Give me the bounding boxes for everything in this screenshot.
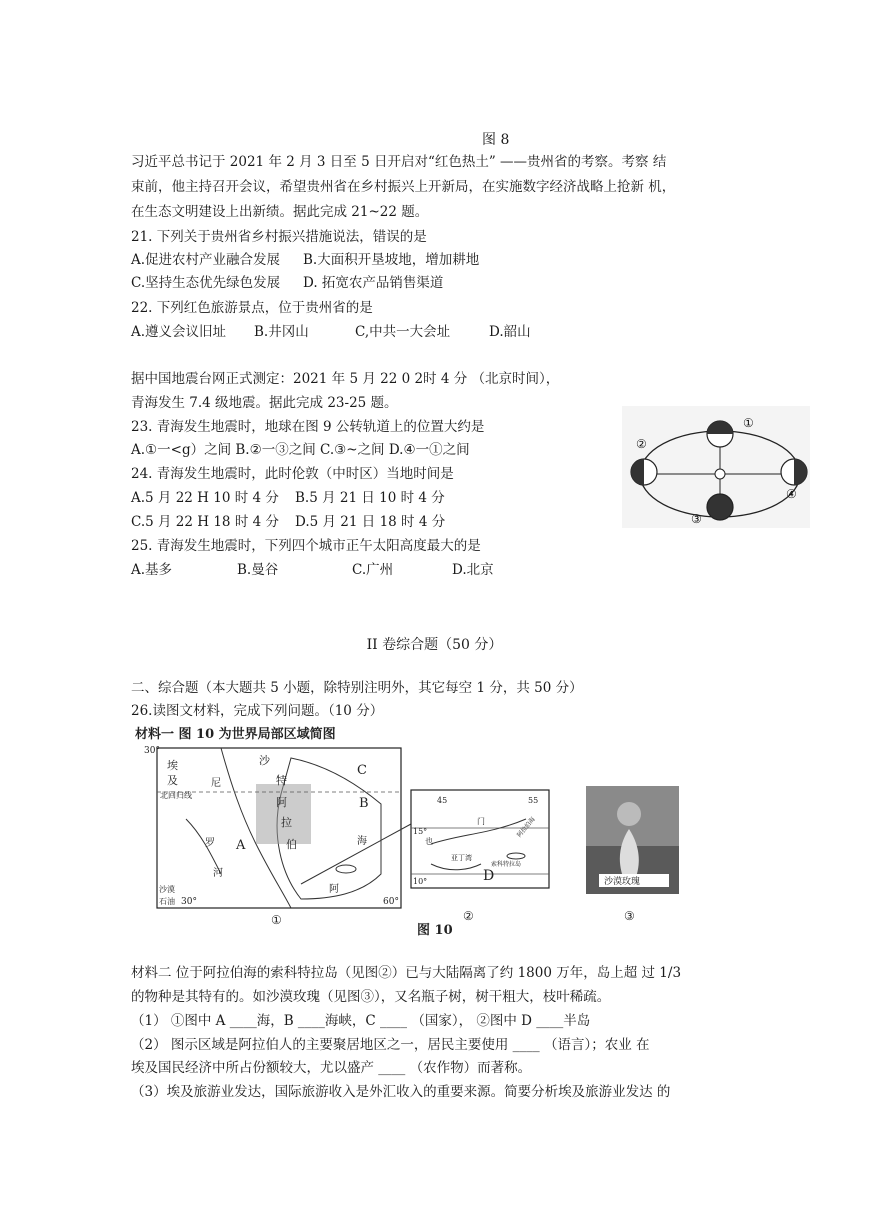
map1-legend-desert: 沙漠: [159, 885, 175, 894]
q21-option-d: D. 拓宽农产品销售渠道: [303, 275, 444, 291]
sub-question-1: （1） ①图中 A ____海，B ____海峡，C ____ （国家）， ②图中 D ____半岛: [131, 1013, 591, 1029]
earth-orbit-diagram: [622, 406, 810, 528]
map1-tropic-label: 北回归线: [160, 791, 192, 800]
q25-option-a: A.基多: [131, 562, 173, 578]
figure-8-caption: 图 8: [482, 132, 510, 148]
map1-label-c: C: [357, 763, 367, 778]
map1-hai: 海: [357, 836, 367, 847]
map2-socotra: 索科特拉岛: [491, 861, 522, 868]
map2-number: ②: [463, 909, 474, 923]
map1-number: ①: [271, 913, 282, 927]
map1-lat30-bottom: 30°: [181, 897, 197, 907]
orbit-label-1: ①: [743, 416, 754, 430]
q21-option-c: C.坚持生态优先绿色发展: [131, 275, 281, 291]
map1-he: 河: [213, 868, 223, 879]
map1-label-a: A: [236, 838, 246, 853]
map2-lon45: 45: [437, 796, 448, 805]
map1-lat30-top: 30°: [144, 746, 160, 756]
map1-a: 阿: [276, 796, 287, 809]
sub-question-2-line-1: （2） 图示区域是阿拉伯人的主要聚居地区之一，居民主要使用 ____ （语言）；农业 在: [131, 1037, 650, 1053]
photo-number: ③: [624, 909, 635, 923]
orbit-label-2: ②: [636, 437, 647, 451]
map1-label-b: B: [359, 796, 369, 811]
photo-label: 沙漠玫瑰: [604, 877, 641, 887]
map2-aden-gulf: 亚丁湾: [451, 854, 472, 862]
q23-options: A.①一<g）之间 B.②一③之间 C.③~之间 D.④一①之间: [131, 442, 470, 458]
orbit-label-3: ③: [691, 512, 702, 526]
sub-question-3: （3）埃及旅游业发达，国际旅游收入是外汇收入的重要来源。简要分析埃及旅游业发达 的: [131, 1084, 671, 1100]
map1-la: 拉: [281, 816, 292, 829]
intro2-line-1: 据中国地震台网正式测定：2021 年 5 月 22 0 2时 4 分 （北京时间），: [131, 371, 560, 387]
map2-label-d: D: [483, 868, 495, 884]
figure-10-map: [131, 724, 701, 939]
map1-sha: 沙: [259, 754, 270, 767]
q24-option-c: C.5 月 22 H 18 时 4 分: [131, 514, 279, 530]
q26-heading: 26.读图文材料，完成下列问题。（10 分）: [131, 703, 384, 719]
earth-icon-top: [707, 421, 733, 447]
q21-stem: 21. 下列关于贵州省乡村振兴措施说法，错误的是: [131, 229, 427, 245]
intro-line-3: 在生态文明建设上出新绩。据此完成 21~22 题。: [131, 204, 429, 220]
q25-option-d: D.北京: [452, 562, 494, 578]
material2-line-2: 的物种是其特有的。如沙漠玫瑰（见图③），又名瓶子树，树干粗大，枝叶稀疏。: [131, 989, 611, 1005]
map2-lon55: 55: [528, 796, 539, 805]
map2-ye: 也: [425, 837, 433, 846]
section-2-title: II 卷综合题（50 分）: [366, 637, 503, 653]
map2-men: 门: [477, 817, 485, 826]
map1-egypt-1: 埃: [167, 759, 178, 772]
earth-icon-right: [781, 459, 807, 485]
q22-stem: 22. 下列红色旅游景点，位于贵州省的是: [131, 300, 373, 316]
map1-egypt-2: 及: [167, 774, 178, 787]
q23-stem: 23. 青海发生地震时，地球在图 9 公转轨道上的位置大约是: [131, 419, 485, 435]
map1-lon60: 60°: [383, 897, 399, 907]
q24-option-a: A.5 月 22 H 10 时 4 分: [131, 490, 279, 506]
q25-option-b: B.曼谷: [237, 562, 279, 578]
earth-icon-left: [631, 459, 657, 485]
q21-option-a: A.促进农村产业融合发展: [131, 252, 281, 268]
map2-arabian-sea: 阿拉伯海: [515, 815, 537, 839]
part2-heading: 二、综合题（本大题共 5 小题，除特别注明外，其它每空 1 分，共 50 分）: [131, 680, 583, 696]
map1-legend-oil: 石油: [159, 897, 175, 906]
map2-lat15: 15°: [413, 827, 428, 836]
q21-option-b: B.大面积开垦坡地，增加耕地: [303, 252, 480, 268]
map1-bo: 伯: [286, 838, 297, 851]
q25-stem: 25. 青海发生地震时，下列四个城市正午太阳高度最大的是: [131, 538, 481, 554]
intro2-line-2: 青海发生 7.4 级地震。据此完成 23-25 题。: [131, 395, 398, 411]
map1-ni: 尼: [211, 778, 221, 789]
q22-option-b: B.井冈山: [254, 324, 309, 340]
q24-option-d: D.5 月 21 日 18 时 4 分: [295, 514, 446, 530]
earth-icon-bottom: [707, 494, 733, 520]
q22-option-c: C,中共一大会址: [355, 324, 451, 340]
orbit-label-4: ④: [786, 487, 797, 501]
map1-a2: 阿: [329, 884, 339, 895]
sub-question-2-line-2: 埃及国民经济中所占份额较大，尤以盛产 ____ （农作物）而著称。: [131, 1060, 532, 1076]
map1-luo: 罗: [205, 838, 215, 849]
map2-lat10: 10°: [413, 877, 428, 886]
material1-header: 材料一 图 10 为世界局部区域简图: [135, 727, 336, 742]
intro-line-2: 束前，他主持召开会议，希望贵州省在乡村振兴上开新局，在实施数字经济战略上抢新 机，: [131, 179, 676, 195]
q25-option-c: C.广州: [352, 562, 394, 578]
q24-option-b: B.5 月 21 日 10 时 4 分: [295, 490, 445, 506]
q24-stem: 24. 青海发生地震时，此时伦敦（中时区）当地时间是: [131, 466, 454, 482]
q22-option-a: A.遵义会议旧址: [131, 324, 227, 340]
figure-10-caption: 图 10: [417, 923, 453, 938]
desert-area: [256, 784, 311, 844]
material2-line-1: 材料二 位于阿拉伯海的索科特拉岛（见图②）已与大陆隔离了约 1800 万年，岛上超 过 1/3: [131, 965, 682, 981]
intro-line-1: 习近平总书记于 2021 年 2 月 3 日至 5 日开启对“红色热土” ——贵州省的考察。考察 结: [131, 154, 667, 170]
map1-te: 特: [276, 774, 287, 787]
q22-option-d: D.韶山: [489, 324, 531, 340]
